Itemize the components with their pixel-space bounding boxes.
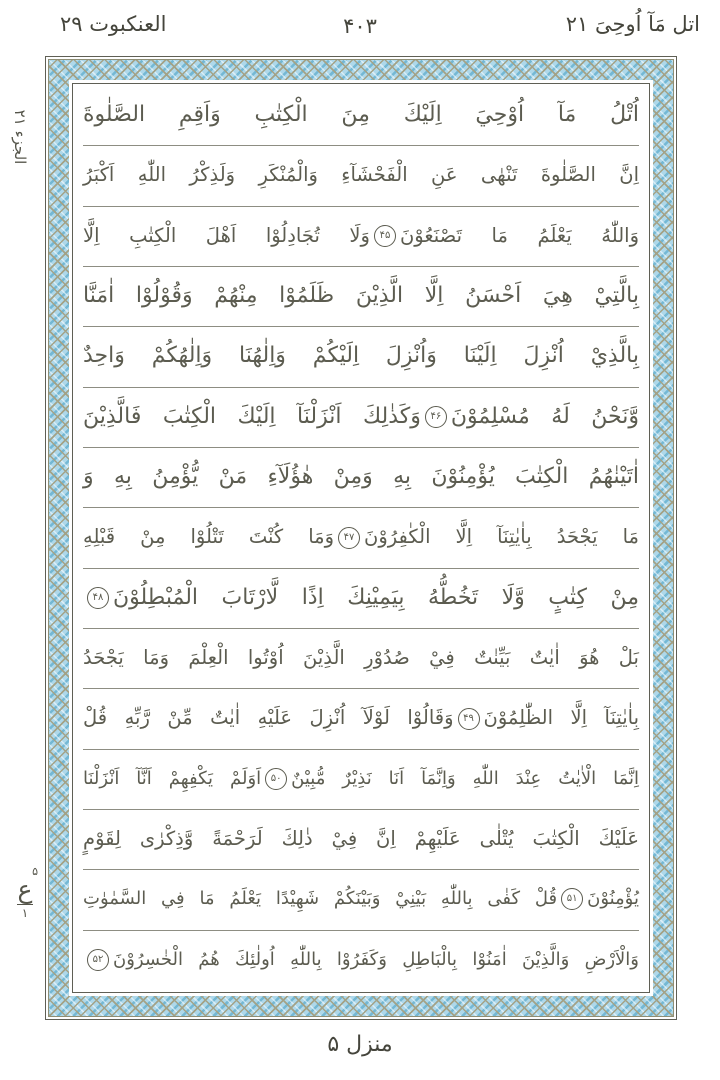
ayah-end-marker: ۴۷ — [338, 527, 360, 549]
quran-line-7 — [83, 447, 639, 507]
quran-line-3 — [83, 206, 639, 266]
ayah-text: بَلْ هُوَ اٰيٰتٌ بَيِّنٰتٌ فِيْ صُدُوْرِ الَّذِيْنَ اُوْتُوا الْعِلْمَ وَمَا يَجْحَدُ — [83, 645, 639, 669]
quran-line-2 — [83, 145, 639, 205]
ayah-text: وَكَذٰلِكَ اَنْزَلْنَآ اِلَيْكَ الْكِتٰبَ فَالَّذِيْنَ — [83, 403, 421, 429]
ruku-bottom-number: ۱ — [17, 904, 33, 920]
ayah-text: مَا يَجْحَدُ بِاٰيٰتِنَآ اِلَّا الْكٰفِرُوْنَ — [364, 525, 639, 549]
header-page-number: ۴۰۳ — [343, 14, 377, 38]
ayah-end-marker: ۵۰ — [265, 768, 287, 790]
margin-juz-label: الجزء ۲۱ — [11, 109, 29, 165]
quran-line-5 — [83, 326, 639, 386]
ayah-text: قُلْ كَفٰى بِاللّٰهِ بَيْنِيْ وَبَيْنَكُمْ شَهِيْدًا يَعْلَمُ مَا فِي السَّمٰوٰتِ — [83, 888, 558, 910]
ayah-text: عَلَيْكَ الْكِتٰبَ يُتْلٰى عَلَيْهِمْ اِنَّ فِيْ ذٰلِكَ لَرَحْمَةً وَّذِكْرٰى لِقَوْمٍ — [83, 826, 639, 850]
manzil-label: منزل ۵ — [327, 1032, 393, 1057]
quran-line-13 — [83, 809, 639, 869]
ayah-text: وَاللّٰهُ يَعْلَمُ مَا تَصْنَعُوْنَ — [399, 223, 639, 247]
ayah-text: وَالْاَرْضِ وَالَّذِيْنَ اٰمَنُوْا بِالْبَاطِلِ وَكَفَرُوْا بِاللّٰهِ اُولٰئِكَ هُمُ الْخٰسِرُوْنَ — [113, 948, 639, 970]
ruku-marker — [10, 866, 40, 920]
ruku-ain-letter: ع — [17, 875, 33, 904]
ayah-text: بِاٰيٰتِنَآ اِلَّا الظّٰلِمُوْنَ — [483, 706, 640, 730]
ayah-end-marker: ۴۹ — [458, 708, 480, 730]
quran-line-14 — [83, 869, 639, 929]
ayah-text: وَّنَحْنُ لَهُ مُسْلِمُوْنَ — [450, 403, 639, 429]
ayah-end-marker: ۴۵ — [374, 225, 396, 247]
ayah-text: بِالَّذِيْ اُنْزِلَ اِلَيْنَا وَاُنْزِلَ اِلَيْكُمْ وَاِلٰهُنَا وَاِلٰهُكُمْ وَاحِدٌ — [83, 343, 639, 369]
ayah-end-marker: ۵۲ — [87, 949, 109, 971]
ayah-text: اِنَّمَا الْاٰيٰتُ عِنْدَ اللّٰهِ وَاِنَّمَآ اَنَا نَذِيْرٌ مُّبِيْنٌ — [291, 767, 639, 789]
quran-line-12 — [83, 749, 639, 809]
ayah-text: اَوَلَمْ يَكْفِهِمْ اَنَّآ اَنْزَلْنَا — [83, 767, 262, 789]
ayah-text: اُتْلُ مَآ اُوْحِيَ اِلَيْكَ مِنَ الْكِتٰبِ وَاَقِمِ الصَّلٰوةَ — [83, 102, 639, 127]
ayah-text: بِالَّتِيْ هِيَ اَحْسَنُ اِلَّا الَّذِيْنَ ظَلَمُوْا مِنْهُمْ وَقُوْلُوْا اٰمَنَّا — [83, 282, 639, 308]
header-juz-title: اتل مَآ اُوحِیَ ۲۱ — [565, 12, 700, 36]
ornamental-border-band — [48, 59, 674, 1017]
ornamental-frame — [45, 56, 677, 1020]
quran-line-6 — [83, 387, 639, 447]
quran-line-8 — [83, 507, 639, 567]
ayah-text: مِنْ كِتٰبٍ وَّلَا تَخُطُّهُ بِيَمِيْنِكَ اِذًا لَّارْتَابَ الْمُبْطِلُوْنَ — [113, 584, 639, 610]
page-header — [0, 0, 720, 54]
ayah-end-marker: ۵۱ — [561, 888, 583, 910]
quran-line-10 — [83, 628, 639, 688]
quran-line-15 — [83, 930, 639, 990]
quran-line-4 — [83, 266, 639, 326]
ayah-end-marker: ۴۶ — [425, 406, 447, 428]
ruku-top-number: ۵ — [32, 865, 38, 878]
ayah-text: اٰتَيْنٰهُمُ الْكِتٰبَ يُؤْمِنُوْنَ بِهِ وَمِنْ هٰؤُلَآءِ مَنْ يُّؤْمِنُ بِهِ وَ — [83, 463, 639, 489]
quran-line-11 — [83, 688, 639, 748]
ayah-end-marker: ۴۸ — [87, 587, 109, 609]
quran-line-1 — [83, 86, 639, 145]
ayah-text: وَمَا كُنْتَ تَتْلُوْا مِنْ قَبْلِهِ — [83, 525, 335, 549]
ayah-text: وَلَا تُجَادِلُوْا اَهْلَ الْكِتٰبِ اِلَّا — [83, 223, 370, 247]
quran-lines — [72, 83, 650, 993]
ayah-text: وَقَالُوْا لَوْلَآ اُنْزِلَ عَلَيْهِ اٰيٰتٌ مِّنْ رَّبِّهِ قُلْ — [83, 706, 454, 730]
header-surah-title: العنكبوت ۲۹ — [60, 12, 167, 36]
ayah-text: اِنَّ الصَّلٰوةَ تَنْهٰى عَنِ الْفَحْشَآءِ وَالْمُنْكَرِ وَلَذِكْرُ اللّٰهِ اَكْبَرُ — [83, 163, 639, 187]
ayah-text: يُؤْمِنُوْنَ — [587, 888, 639, 910]
quran-line-9 — [83, 568, 639, 628]
